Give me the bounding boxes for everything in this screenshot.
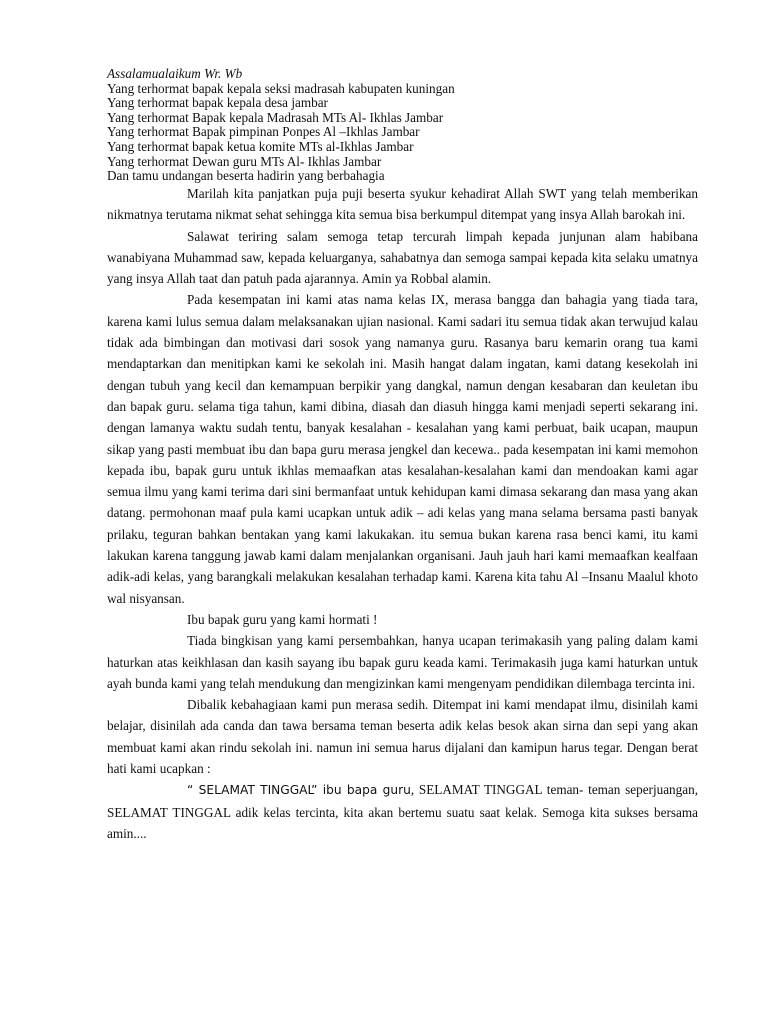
speech-body <box>107 183 698 844</box>
paragraph-opening-praise: Marilah kita panjatkan puja puji beserta syukur kehadirat Allah SWT yang telah memberikan nikmatnya terutama nikmat sehat sehingga kita semua bisa berkumpul ditempat yang insya Allah barokah ini. <box>107 186 698 223</box>
farewell-quote: “ SELAMAT TINGGAL” ibu bapa guru <box>187 783 411 798</box>
paragraph-address-teachers: Ibu bapak guru yang kami hormati ! <box>187 611 378 627</box>
addressee-line: Yang terhormat Dewan guru MTs Al- Ikhlas Jambar <box>107 153 382 169</box>
addressee-line: Yang terhormat bapak ketua komite MTs al-Ikhlas Jambar <box>107 138 414 154</box>
paragraph-farewell-sadness: Dibalik kebahagiaan kami pun merasa sedih. Ditempat ini kami mendapat ilmu, disinilah kami belajar, disinilah ada canda dan tawa bersama teman beserta adik kelas besok akan sirna dan sepi yang akan membuat kami akan rindu sekolah ini. namun ini semua harus dijalani dan kamipun harus tegar. Dengan berat hati kami ucapkan : <box>107 697 698 777</box>
paragraph-closing <box>107 779 698 844</box>
closing-rest: , SELAMAT TINGGAL teman- teman seperjuangan, SELAMAT TINGGAL adik kelas tercinta, kita akan bertemu suatu saat kelak. Semoga kita sukses bersama amin.... <box>107 782 698 841</box>
addressee-line: Yang terhormat Bapak pimpinan Ponpes Al –Ikhlas Jambar <box>107 124 420 140</box>
addressee-line: Yang terhormat Bapak kepala Madrasah MTs Al- Ikhlas Jambar <box>107 109 444 125</box>
paragraph-salawat: Salawat teriring salam semoga tetap tercurah limpah kepada junjunan alam habibana wanabiyana Muhammad saw, kepada keluarganya, sahabatnya dan semoga sampai kepada kita selaku umatnya yang insya Allah taat dan patuh pada ajarannya. Amin ya Robbal alamin. <box>107 228 698 287</box>
paragraph-gratitude: Tiada bingkisan yang kami persembahkan, hanya ucapan terimakasih yang paling dalam kami haturkan atas keikhlasan dan kasih sayang ibu bapak guru keada kami. Terimakasih juga kami haturkan untuk ayah bunda kami yang telah mendukung dan mengizinkan kami mengenyam pendidikan dilembaga tercinta ini. <box>107 633 698 691</box>
addressee-line: Yang terhormat bapak kepala seksi madrasah kabupaten kuningan <box>107 80 455 96</box>
salutation-block <box>107 67 707 184</box>
addressee-line: Dan tamu undangan beserta hadirin yang berbahagia <box>107 168 385 184</box>
greeting: Assalamualaikum Wr. Wb <box>107 66 243 81</box>
addressee-line: Yang terhormat bapak kepala desa jambar <box>107 95 328 111</box>
paragraph-graduation-thanks: Pada kesempatan ini kami atas nama kelas IX, merasa bangga dan bahagia yang tiada tara, karena kami lulus semua dalam melaksanakan ujian nasional. Kami sadari itu semua tidak akan terwujud kalau tidak ada bimbingan dan motivasi dari sosok yang namanya guru. Rasanya baru kemarin orang tua kami mendaptarkan dan menitipkan kami ke sekolah ini. Masih hangat dalam ingatan, kami datang kesekolah ini dengan tubuh yang kecil dan kemampuan berpikir yang dangkal, namun dengan kesabaran dan keuletan ibu dan bapak guru. selama tiga tahun, kami dibina, diasah dan diasuh hingga kami menjadi seperti sekarang ini. dengan lamanya waktu sudah tentu, banyak kesalahan - kesalahan yang kami perbuat, baik ucapan, maupun sikap yang pasti membuat ibu dan bapa guru merasa jengkel dan kecewa.. pada kesempatan ini kami memohon kepada ibu, bapak guru untuk ikhlas memaafkan atas kesalahan-kesalahan kami dan mendoakan kami agar semua ilmu yang kami terima dari sini bermanfaat untuk kehidupan kami dimasa sekarang dan masa yang akan datang. permohonan maaf pula kami ucapkan untuk adik – adi kelas yang mana selama bersama pasti banyak prilaku, teguran bahkan bentakan yang kami lakukakan. itu semua bukan karena rasa benci kami, itu kami lakukan karena tanggung jawab kami dalam menjalankan organisani. Jauh jauh hari kami memaafkan kealfaan adik-adi kelas, yang barangkali melakukan kesalahan terhadap kami. Karena kita tahu Al –Insanu Maalul khoto wal nisyansan. <box>107 292 698 606</box>
